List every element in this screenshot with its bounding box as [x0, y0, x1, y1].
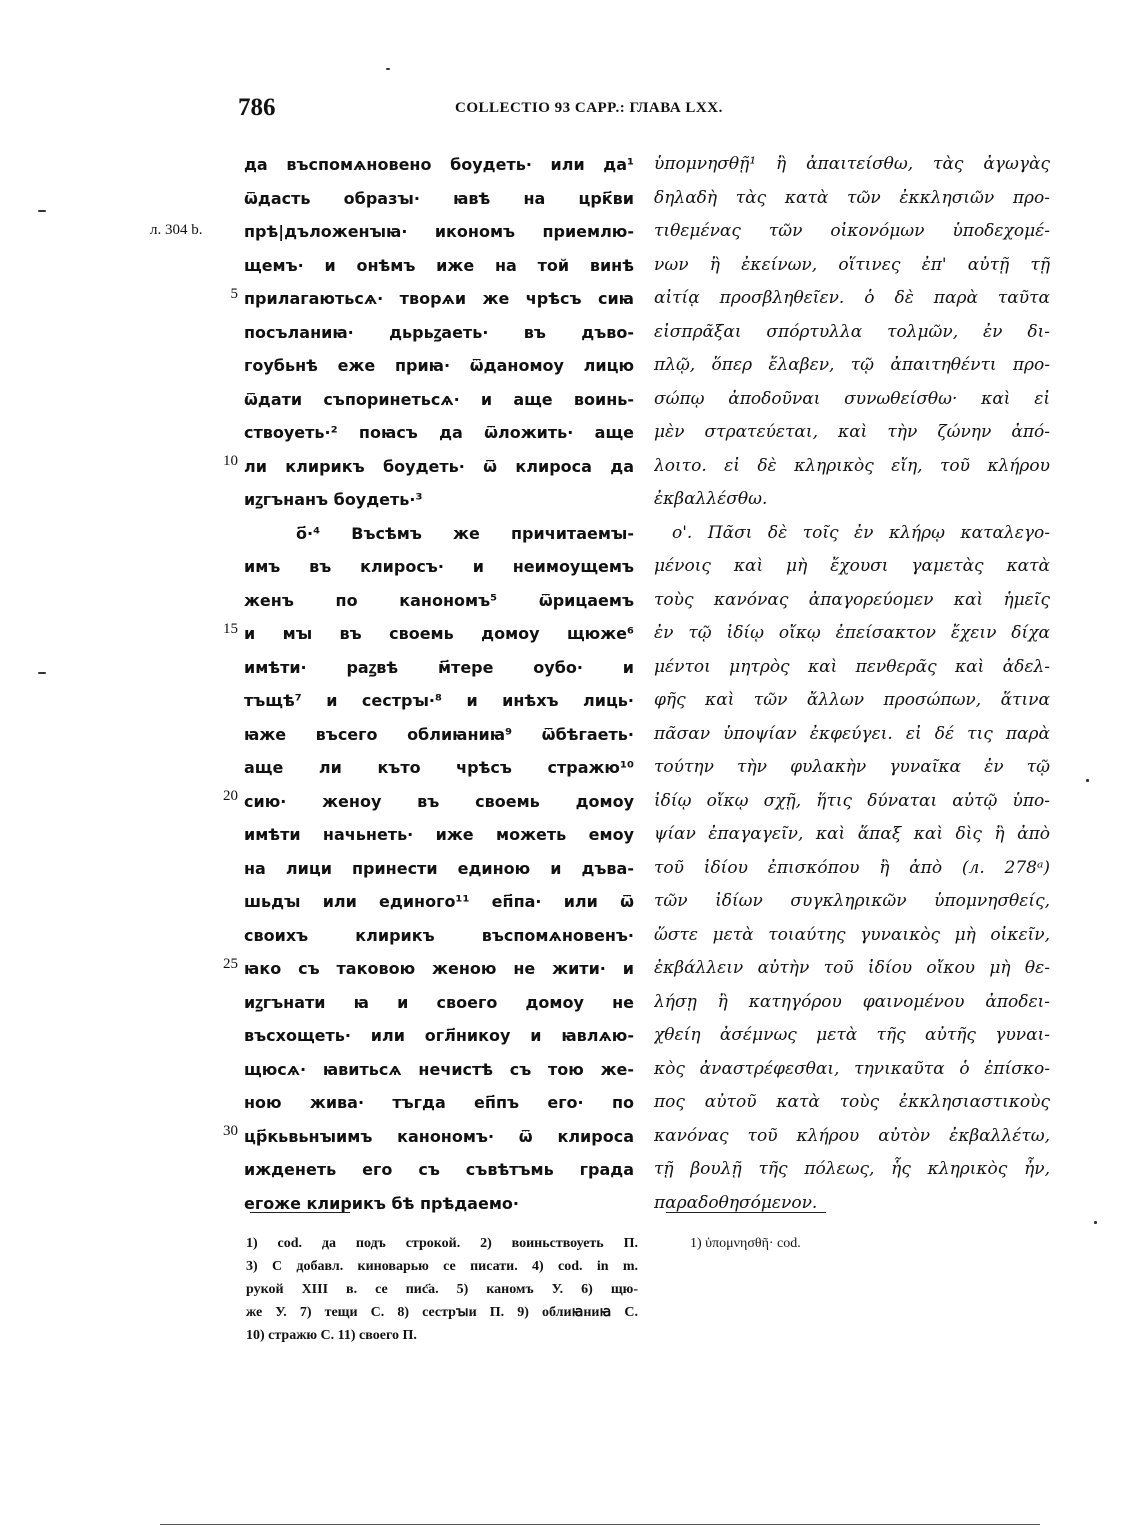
slavonic-line: ною жива· тъгда еп҃пъ его· по	[244, 1093, 634, 1112]
slavonic-line: ѿдати съпоринетьсѧ· и аще воинь-	[244, 389, 634, 409]
greek-line: παραδοθησόμενον.	[654, 1192, 818, 1213]
slavonic-line: егоже клирикъ бѣ прѣдаемо·	[244, 1193, 519, 1213]
page-edge-line	[160, 1524, 1040, 1525]
slavonic-line: да въспомѧновено боудеть· или да¹	[244, 155, 634, 174]
slavonic-line: щемъ· и онѣмъ иже на той винѣ	[244, 255, 634, 275]
greek-line: ἐκβαλλέσθω.	[654, 489, 768, 509]
greek-line: κὸς ἀναστρέφεσθαι, τηνικαῦτα ὁ ἐπίσκο-	[654, 1058, 1050, 1079]
greek-line: τούτην τὴν φυλακὴν γυναῖκα ἐν τῷ	[654, 757, 1050, 777]
greek-line: φῆς καὶ τῶν ἄλλων προσώπων, ἅτινα	[654, 690, 1050, 710]
scan-speck	[38, 672, 46, 674]
greek-line: χθείη ἀσέμνως μετὰ τῆς αὐτῆς γυναι-	[654, 1025, 1050, 1045]
line-number: 25	[223, 956, 238, 972]
page-header	[230, 94, 810, 130]
page-number: 786	[238, 94, 276, 121]
slavonic-line: ꙗже въсего облиꙗниꙗ⁹ ѿбѣгаеть·	[244, 724, 634, 744]
slavonic-line: ꙗко съ таковою женою не жити· и	[244, 959, 634, 978]
greek-line: κανόνας τοῦ κλήρου αὐτὸν ἐκβαλλέτω,	[654, 1125, 1050, 1146]
slavonic-line: иꙁгънанъ боудеть·³	[244, 490, 423, 509]
greek-line: ἰδίῳ οἴκῳ σχῇ, ἥτις δύναται αὐτῷ ὑπο-	[654, 790, 1050, 811]
greek-line: ψίαν ἐπαγαγεῖν, καὶ ἅπαξ καὶ δὶς ἢ ἀπὸ	[654, 824, 1050, 844]
scan-speck	[1094, 1221, 1097, 1224]
greek-column	[654, 148, 1050, 1220]
greek-line: αἰτίᾳ προσβληθεῖεν. ὁ δὲ παρὰ ταῦτα	[654, 288, 1050, 308]
greek-line: πλῷ, ὅπερ ἔλαβεν, τῷ ἀπαιτηθέντι προ-	[654, 355, 1050, 375]
line-number: 10	[223, 453, 238, 469]
slavonic-line: прѣ|дъложенꙑꙗ· икономъ приемлю-	[244, 222, 634, 241]
slavonic-line: имѣти· раꙁвѣ м҃тере оубо· и	[244, 657, 634, 677]
slavonic-line: прилагаютьсѧ· творѧи же чрѣсъ сиꙗ	[244, 289, 634, 308]
greek-line: νων ἢ ἐκείνων, οἵτινες ἐπ' αὐτῇ τῇ	[654, 254, 1050, 275]
slavonic-line: и мꙑ въ своемь домоу щюже⁶	[244, 624, 634, 643]
greek-line: τῇ βουλῇ τῆς πόλεως, ἧς κληρικὸς ἦν,	[654, 1159, 1050, 1179]
slavonic-chapter-start: о҃·⁴ Въсѣмъ же причитаемꙑ-	[296, 523, 634, 543]
slavonic-line: ижденеть его съ съвѣтъмь града	[244, 1160, 634, 1179]
greek-line: μὲν στρατεύεται, καὶ τὴν ζώνην ἀπό-	[654, 422, 1050, 442]
slavonic-line: ѿдасть образꙑ· ꙗвѣ на црк҃ви	[244, 188, 634, 208]
slavonic-line: сию· женоу въ своемь домоу	[244, 791, 634, 811]
slavonic-line: ли клирикъ боудеть· ѿ клироса да	[244, 456, 634, 476]
greek-line: μέντοι μητρὸς καὶ πενθερᾶς καὶ ἀδελ-	[654, 656, 1050, 677]
slavonic-line: на лици принести единою и дъва-	[244, 858, 634, 878]
slavonic-line: ствоуеть·² поꙗсъ да ѿложить· аще	[244, 423, 634, 442]
slavonic-line: щюсѧ· ꙗвитьсѧ нечистѣ съ тою же-	[244, 1059, 634, 1079]
greek-line: πᾶσαν ὑποψίαν ἐκφεύγει. εἰ δέ τις παρὰ	[654, 723, 1050, 744]
scan-speck	[386, 68, 390, 70]
greek-line: ἐκβάλλειν αὐτὴν τοῦ ἰδίου οἴκου μὴ θε-	[654, 958, 1050, 978]
greek-line: εἰσπρᾶξαι σπόρτυλλα τολμῶν, ἐν δι-	[654, 321, 1050, 342]
footnote-line: рукой XIII в. се пис҃а. 5) каномъ У. 6) щю-	[246, 1282, 638, 1297]
footnote-line: 10) стражю С. 11) своего П.	[246, 1328, 417, 1343]
greek-line: λήσῃ ἢ κατηγόρου φαινομένου ἀποδει-	[654, 991, 1050, 1012]
greek-line: πος αὐτοῦ κατὰ τοὺς ἐκκλησιαστικοὺς	[654, 1092, 1050, 1112]
footnotes-slavonic	[246, 1232, 638, 1347]
greek-chapter-start: ο'. Πᾶσι δὲ τοῖς ἐν κλήρῳ καταλεγο-	[672, 522, 1050, 543]
line-number: 15	[223, 621, 238, 637]
slavonic-line: женъ по канономъ⁵ ѿрицаемъ	[244, 590, 634, 610]
footnote-divider-right	[666, 1212, 826, 1213]
slavonic-line: въсхощеть· или огл҃никоу и ꙗвлѧю-	[244, 1026, 634, 1045]
slavonic-line: посъланиꙗ· дьрьꙁаеть· въ дъво-	[244, 322, 634, 342]
footnote-greek: 1) ὑπομνησθῆ· cod.	[690, 1236, 801, 1251]
greek-line: τιθεμένας τῶν οἰκονόμων ὑποδεχομέ-	[654, 221, 1050, 241]
greek-line: μένοις καὶ μὴ ἔχουσι γαμετὰς κατὰ	[654, 556, 1050, 576]
footnote-line: 1) cod. да подъ строкой. 2) воиньствоуеть П.	[246, 1236, 638, 1251]
slavonic-line: имъ въ клиросъ· и неимоущемъ	[244, 557, 634, 576]
footnote-divider-left	[250, 1212, 350, 1213]
slavonic-line: аще ли къто чрѣсъ стражю¹⁰	[244, 758, 634, 777]
slavonic-line: тъщѣ⁷ и сестрꙑ·⁸ и инѣхъ лиць·	[244, 691, 634, 710]
slavonic-line: цр҃кьвьнꙑимъ канономъ· ѿ клироса	[244, 1126, 634, 1146]
slavonic-line: шьдꙑ или единого¹¹ еп҃па· или ѿ	[244, 892, 634, 911]
greek-line: λοιτο. εἰ δὲ κληρικὸς εἴη, τοῦ κλήρου	[654, 455, 1050, 476]
greek-line: ὥστε μετὰ τοιαύτης γυναικὸς μὴ οἰκεῖν,	[654, 924, 1050, 945]
greek-line: σώπῳ ἀποδοῦναι συνωθείσθω· καὶ εἰ	[654, 388, 1050, 409]
running-title: COLLECTIO 93 CAPP.: ГЛАВА LXX.	[455, 100, 723, 116]
greek-line: τῶν ἰδίων συγκληρικῶν ὑπομνησθείς,	[654, 891, 1050, 911]
scan-speck	[1086, 779, 1089, 782]
slavonic-line: иꙁгънати ꙗ и своего домоу не	[244, 992, 634, 1012]
footnote-line: же У. 7) тещи С. 8) сестрꙑи П. 9) облиꙗниꙗ С.	[246, 1305, 638, 1320]
greek-line: τοὺς κανόνας ἀπαγορεύομεν καὶ ἡμεῖς	[654, 589, 1050, 610]
line-number: 5	[230, 286, 238, 302]
slavonic-column	[244, 148, 634, 1220]
line-number: 30	[223, 1123, 238, 1139]
footnote-line: 3) С добавл. киноварью се писати. 4) cod. in m.	[246, 1259, 638, 1274]
slavonic-line: имѣти начьнеть· иже можеть емоу	[244, 825, 634, 844]
greek-line: ἐν τῷ ἰδίῳ οἴκῳ ἐπείσακτον ἔχειν δίχα	[654, 623, 1050, 643]
slavonic-line: гоубьнѣ еже приꙗ· ѿданомоу лицю	[244, 356, 634, 375]
slavonic-line: своихъ клирикъ въспомѧновенъ·	[244, 925, 634, 945]
greek-line: τοῦ ἰδίου ἐπισκόπου ἢ ἀπὸ (л. 278ᵃ)	[654, 857, 1050, 878]
scan-speck	[38, 210, 46, 212]
manuscript-folio-reference: л. 304 b.	[150, 222, 203, 238]
line-number: 20	[223, 788, 238, 804]
greek-line: ὑπομνησθῇ¹ ἢ ἀπαιτείσθω, τὰς ἀγωγὰς	[654, 154, 1050, 174]
greek-line: δηλαδὴ τὰς κατὰ τῶν ἐκκλησιῶν προ-	[654, 187, 1050, 208]
